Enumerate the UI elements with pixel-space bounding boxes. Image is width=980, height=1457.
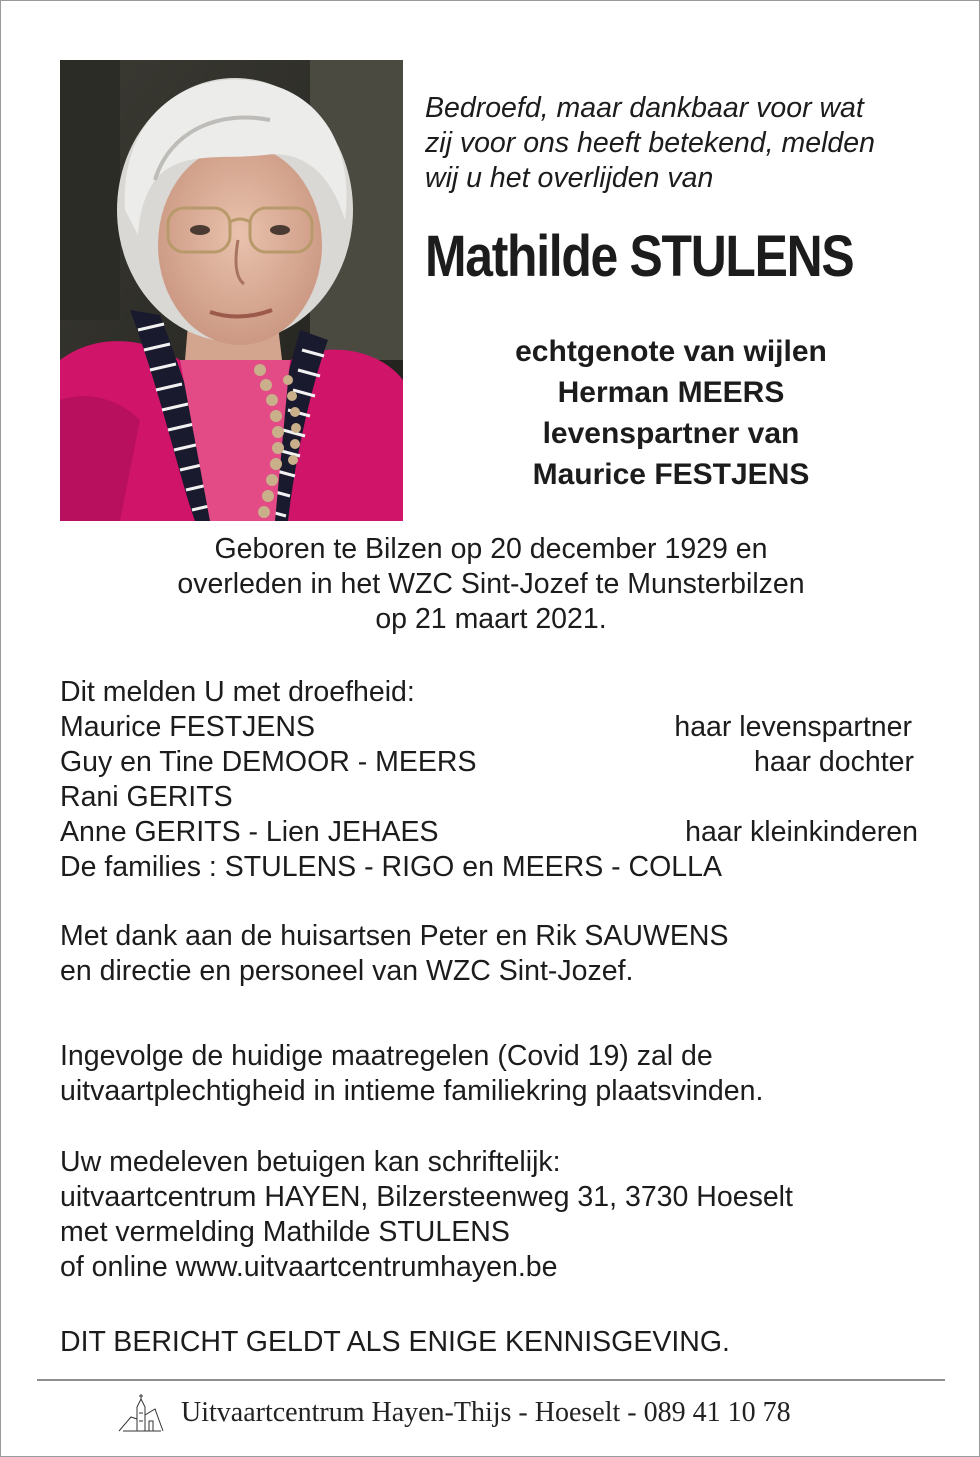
- birth-death-details: [1, 532, 980, 637]
- thanks-text: [60, 919, 940, 989]
- mourner-row: [60, 780, 920, 815]
- birth-line: Geboren te Bilzen op 20 december 1929 en: [214, 533, 768, 565]
- funeral-home-text: Uitvaartcentrum Hayen-Thijs - Hoeselt - 089 41 10 78: [181, 1397, 791, 1428]
- intro-line: Bedroefd, maar dankbaar voor wat: [425, 92, 864, 124]
- footer-divider: [37, 1379, 945, 1381]
- condolences-text: [60, 1145, 940, 1285]
- condolences-line: uitvaartcentrum HAYEN, Bilzersteenweg 31, 3730 Hoeselt: [60, 1181, 793, 1213]
- covid-notice: [60, 1039, 940, 1109]
- portrait-illustration: [60, 60, 403, 521]
- covid-line: Ingevolge de huidige maatregelen (Covid 19) zal de: [60, 1040, 713, 1072]
- mourner-row: [60, 850, 920, 885]
- mourner-relation: haar levenspartner: [674, 711, 912, 743]
- mourner-name: Maurice FESTJENS: [60, 711, 315, 743]
- official-notice: [60, 1325, 940, 1360]
- relation-line: Herman MEERS: [557, 376, 785, 409]
- thanks-line: en directie en personeel van WZC Sint-Jozef.: [60, 955, 634, 987]
- relation-line: echtgenote van wijlen: [515, 335, 827, 368]
- mourner-name: De families : STULENS - RIGO en MEERS - COLLA: [60, 851, 722, 883]
- intro-line: wij u het overlijden van: [425, 162, 714, 194]
- condolences-line: Uw medeleven betuigen kan schriftelijk:: [60, 1146, 561, 1178]
- mourner-name: Anne GERITS - Lien JEHAES: [60, 816, 439, 848]
- portrait-photo: [60, 60, 403, 521]
- relation-line: levenspartner van: [542, 417, 800, 450]
- relation-line: Maurice FESTJENS: [532, 458, 810, 491]
- death-date-line: op 21 maart 2021.: [375, 603, 607, 635]
- condolences-line: met vermelding Mathilde STULENS: [60, 1216, 510, 1248]
- mourner-relation: haar dochter: [753, 746, 914, 778]
- deceased-name: Mathilde STULENS: [425, 224, 854, 289]
- condolences-line: of online www.uitvaartcentrumhayen.be: [60, 1251, 558, 1283]
- relations-text: [421, 331, 921, 495]
- mourner-name: Rani GERITS: [60, 781, 233, 813]
- mourner-relation: haar kleinkinderen: [685, 816, 918, 848]
- mourner-row: [60, 815, 920, 850]
- funeral-home-footer: [117, 1391, 897, 1435]
- church-sketch-icon: [117, 1393, 167, 1433]
- mourner-name: Guy en Tine DEMOOR - MEERS: [60, 746, 477, 778]
- mourner-row: [60, 710, 920, 745]
- intro-line: zij voor ons heeft betekend, melden: [425, 127, 875, 159]
- mourner-row: [60, 745, 920, 780]
- official-notice-text: DIT BERICHT GELDT ALS ENIGE KENNISGEVING.: [60, 1326, 730, 1358]
- covid-line: uitvaartplechtigheid in intieme familiekring plaatsvinden.: [60, 1075, 764, 1107]
- death-line: overleden in het WZC Sint-Jozef te Munsterbilzen: [177, 568, 805, 600]
- thanks-line: Met dank aan de huisartsen Peter en Rik SAUWENS: [60, 920, 729, 952]
- mourners-list: [60, 675, 920, 885]
- mourners-heading: [60, 675, 920, 710]
- intro-text: [425, 91, 945, 196]
- mourners-heading-text: Dit melden U met droefheid:: [60, 676, 415, 708]
